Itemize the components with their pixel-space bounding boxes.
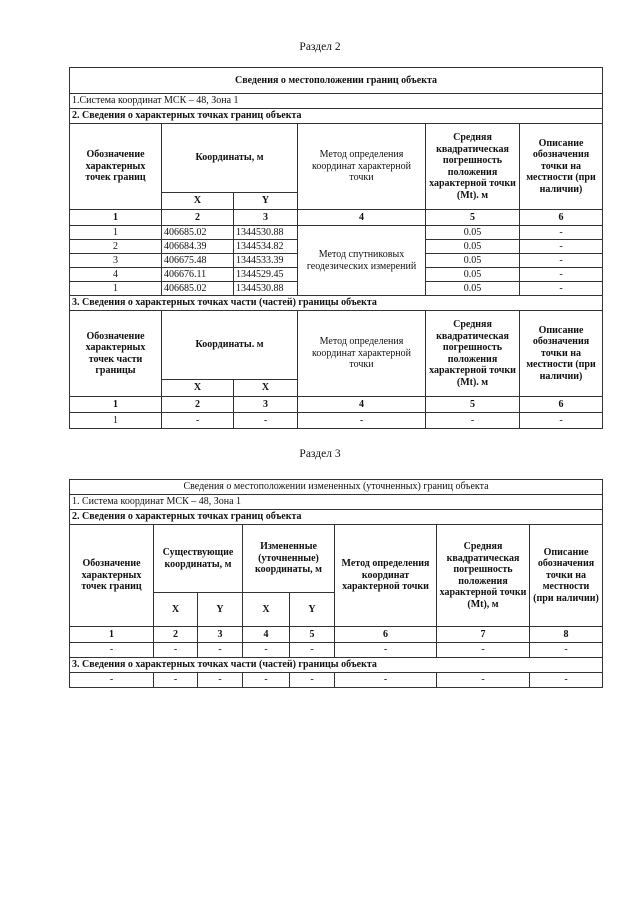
col-number: 6 (335, 627, 437, 643)
col-number: 5 (426, 210, 520, 226)
cell: - (154, 673, 198, 688)
col-y: Y (198, 593, 243, 627)
col-number: 1 (70, 627, 154, 643)
col-method: Метод определения координат характерной точки (298, 124, 426, 210)
col-number: 2 (154, 627, 198, 643)
cell: - (437, 673, 530, 688)
cell: - (198, 673, 243, 688)
cell: - (154, 643, 198, 658)
col3-error: Средняя квадратическая погрешность положения характерной точки (Mt). м (426, 311, 520, 397)
col-error: Средняя квадратическая погрешность положения характерной точки (Mt), м (437, 525, 530, 627)
col3-x: X (234, 380, 298, 397)
col3-coords: Координаты. м (162, 311, 298, 380)
table-row (70, 643, 603, 658)
col-existing-coords: Существующие координаты, м (154, 525, 243, 593)
razdel3-table (69, 479, 603, 688)
col-number: 6 (520, 210, 603, 226)
cell: - (243, 673, 290, 688)
point-error: 0.05 (426, 268, 520, 282)
point-y: 1344534.82 (234, 240, 298, 254)
table-row (70, 673, 603, 688)
col3-number: 2 (162, 397, 234, 413)
col-number: 3 (198, 627, 243, 643)
col-coords: Координаты, м (162, 124, 298, 193)
razdel2-table (69, 67, 603, 429)
razdel2-coord-system: 1.Система координат МСК – 48, Зона 1 (70, 94, 603, 109)
col-number: 5 (290, 627, 335, 643)
col3-x: X (162, 380, 234, 397)
col-number: 4 (298, 210, 426, 226)
razdel3-title: Раздел 3 (299, 448, 341, 460)
col3-number: 4 (298, 397, 426, 413)
point-y: 1344533.39 (234, 254, 298, 268)
cell: - (290, 643, 335, 658)
cell: - (437, 643, 530, 658)
col-number: 4 (243, 627, 290, 643)
table-row (70, 226, 603, 240)
col-x: X (162, 193, 234, 210)
cell: - (70, 643, 154, 658)
col3-number: 5 (426, 397, 520, 413)
method-value: Метод спутниковых геодезических измерений (298, 226, 426, 296)
point-number: 2 (70, 240, 162, 254)
cell: - (234, 413, 298, 429)
col-number: 1 (70, 210, 162, 226)
col3-method: Метод определения координат характерной точки (298, 311, 426, 397)
cell: - (243, 643, 290, 658)
col-designation: Обозначение характерных точек границ (70, 124, 162, 210)
cell: - (70, 673, 154, 688)
point-y: 1344529.45 (234, 268, 298, 282)
point-error: 0.05 (426, 254, 520, 268)
col-designation: Обозначение характерных точек границ (70, 525, 154, 627)
col-y: Y (234, 193, 298, 210)
point-description: - (520, 226, 603, 240)
col-number: 3 (234, 210, 298, 226)
razdel3-section2-title: 2. Сведения о характерных точках границ объекта (70, 510, 603, 525)
col-description: Описание обозначения точки на местности (при наличии) (520, 124, 603, 210)
point-x: 406684.39 (162, 240, 234, 254)
point-x: 406685.02 (162, 226, 234, 240)
col3-designation: Обозначение характерных точек части границы (70, 311, 162, 397)
point-y: 1344530.88 (234, 282, 298, 296)
point-error: 0.05 (426, 226, 520, 240)
razdel3-coord-system: 1. Система координат МСК – 48, Зона 1 (70, 495, 603, 510)
razdel3-section3-title: 3. Сведения о характерных точках части (частей) границы объекта (70, 658, 603, 673)
col-x: X (154, 593, 198, 627)
col-number: 2 (162, 210, 234, 226)
point-number: 4 (70, 268, 162, 282)
point-number: 1 (70, 226, 162, 240)
col-y: Y (290, 593, 335, 627)
point-error: 0.05 (426, 282, 520, 296)
cell: - (530, 673, 603, 688)
razdel2-section2-title: 2. Сведения о характерных точках границ объекта (70, 109, 603, 124)
point-number: 1 (70, 282, 162, 296)
cell: - (162, 413, 234, 429)
razdel3-header: Сведения о местоположении измененных (уточненных) границ объекта (70, 480, 603, 495)
col-number: 8 (530, 627, 603, 643)
cell: - (335, 643, 437, 658)
point-x: 406676.11 (162, 268, 234, 282)
col-method: Метод определения координат характерной точки (335, 525, 437, 627)
cell: - (290, 673, 335, 688)
razdel2-title: Раздел 2 (299, 41, 341, 53)
razdel2-section3-title: 3. Сведения о характерных точках части (частей) границы объекта (70, 296, 603, 311)
col-x: X (243, 593, 290, 627)
cell: 1 (70, 413, 162, 429)
cell: - (426, 413, 520, 429)
cell: - (298, 413, 426, 429)
col-number: 7 (437, 627, 530, 643)
razdel2-header: Сведения о местоположении границ объекта (70, 68, 603, 94)
point-error: 0.05 (426, 240, 520, 254)
col3-number: 6 (520, 397, 603, 413)
point-description: - (520, 240, 603, 254)
col-changed-coords: Измененные (уточненные) координаты, м (243, 525, 335, 593)
point-number: 3 (70, 254, 162, 268)
col-error: Средняя квадратическая погрешность положения характерной точки (Mt). м (426, 124, 520, 210)
col3-number: 3 (234, 397, 298, 413)
table-row (70, 413, 603, 429)
cell: - (198, 643, 243, 658)
point-x: 406685.02 (162, 282, 234, 296)
col-description: Описание обозначения точки на местности (при наличии) (530, 525, 603, 627)
point-x: 406675.48 (162, 254, 234, 268)
point-description: - (520, 282, 603, 296)
point-y: 1344530.88 (234, 226, 298, 240)
cell: - (335, 673, 437, 688)
cell: - (520, 413, 603, 429)
cell: - (530, 643, 603, 658)
col3-description: Описание обозначения точки на местности (при наличии) (520, 311, 603, 397)
col3-number: 1 (70, 397, 162, 413)
point-description: - (520, 268, 603, 282)
point-description: - (520, 254, 603, 268)
